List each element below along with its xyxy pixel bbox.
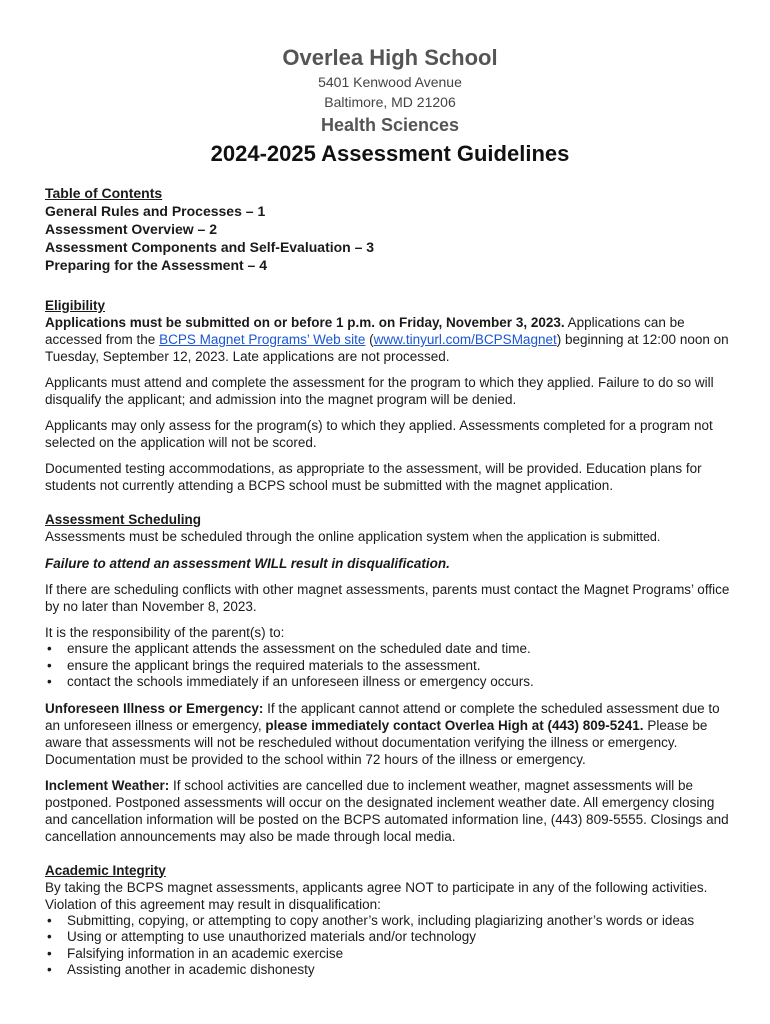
- scheduling-paragraph-1: [45, 528, 735, 546]
- integrity-paragraph: By taking the BCPS magnet assessments, applicants agree NOT to participate in any of the following activities. Violation of this agreement may result in disqualification:: [45, 879, 708, 912]
- eligibility-heading: Eligibility: [45, 298, 106, 313]
- emergency-label: Unforeseen Illness or Emergency:: [45, 700, 264, 716]
- paragraph-text: ) beginning at 12:00 noon on Tuesday, September 12, 2023. Late applications are not processed.: [45, 332, 729, 364]
- tinyurl-link[interactable]: www.tinyurl.com/BCPSMagnet: [373, 332, 557, 347]
- eligibility-paragraph-3: Applicants may only assess for the program(s) to which they applied. Assessments completed for a program not selected on the application will not be scored.: [45, 418, 713, 450]
- paragraph-text: Please be aware that assessments will not be rescheduled without documentation verifying the illness or emergency. Documentation must be provided to the school within 72 hours of the illness or emergency.: [45, 717, 708, 767]
- list-item: • contact the schools immediately if an unforeseen illness or emergency occurs.: [45, 674, 735, 691]
- toc-heading: Table of Contents: [45, 185, 163, 201]
- list-item: • Submitting, copying, or attempting to copy another’s work, including plagiarizing another’s words or ideas: [45, 913, 735, 930]
- school-name: Overlea High School: [282, 45, 498, 70]
- department-name: Health Sciences: [320, 115, 460, 135]
- address-line-2: Baltimore, MD 21206: [324, 94, 456, 110]
- list-item: • Using or attempting to use unauthorized materials and/or technology: [45, 929, 735, 946]
- list-item: • Assisting another in academic dishonesty: [45, 962, 735, 979]
- toc-item: Preparing for the Assessment – 4: [45, 257, 268, 273]
- document-page: [45, 44, 735, 979]
- toc-item: General Rules and Processes – 1: [45, 203, 266, 219]
- paragraph-text: (: [365, 332, 374, 347]
- paragraph-text: If school activities are cancelled due to inclement weather, magnet assessments will be postponed. Postponed assessments will occur on the designated inclement weather date. All emergency closing and cancellation information will be posted on the BCPS automated information line, (443) 809-5555. Closings and cancellation announcements may also be made through local media.: [45, 777, 729, 844]
- emergency-paragraph: [45, 700, 735, 768]
- paragraph-text: Applications can be accessed from the: [45, 315, 685, 347]
- eligibility-paragraph-1: [45, 314, 735, 365]
- toc-item: Assessment Components and Self-Evaluation – 3: [45, 239, 375, 255]
- paragraph-text: Assessments must be scheduled through the online application system: [45, 529, 473, 544]
- weather-label: Inclement Weather:: [45, 777, 170, 793]
- scheduling-heading: Assessment Scheduling: [45, 512, 202, 527]
- list-item: • ensure the applicant attends the assessment on the scheduled date and time.: [45, 641, 735, 658]
- integrity-section: [45, 862, 735, 979]
- contact-phone-text: please immediately contact Overlea High at (443) 809-5241.: [265, 717, 644, 733]
- list-item: • ensure the applicant brings the required materials to the assessment.: [45, 658, 735, 675]
- address-line-1: 5401 Kenwood Avenue: [318, 74, 462, 90]
- eligibility-paragraph-2: Applicants must attend and complete the assessment for the program to which they applied. Failure to do so will disqualify the applicant; and admission into the magnet program will be denied.: [45, 375, 714, 407]
- toc-item: Assessment Overview – 2: [45, 221, 217, 237]
- disqualification-warning: Failure to attend an assessment WILL result in disqualification.: [45, 556, 450, 571]
- scheduling-paragraph-2: If there are scheduling conflicts with other magnet assessments, parents must contact the Magnet Programs’ office by no later than November 8, 2023.: [45, 582, 730, 614]
- eligibility-paragraph-4: Documented testing accommodations, as appropriate to the assessment, will be provided. Education plans for students not currently attending a BCPS school must be submitted with the magnet application.: [45, 461, 702, 493]
- integrity-heading: Academic Integrity: [45, 862, 166, 878]
- paragraph-text: when the application is submitted.: [472, 530, 661, 544]
- magnet-programs-link[interactable]: BCPS Magnet Programs’ Web site: [159, 332, 366, 347]
- list-item: • Falsifying information in an academic exercise: [45, 946, 735, 963]
- prohibited-activities-list: [45, 913, 735, 979]
- letterhead: [45, 44, 735, 168]
- paragraph-text: If the applicant cannot attend or complete the scheduled assessment due to an unforeseen illness or emergency,: [45, 700, 720, 733]
- table-of-contents: [45, 184, 735, 274]
- parent-responsibilities-list: [45, 641, 735, 691]
- eligibility-section: [45, 297, 735, 494]
- scheduling-section: [45, 511, 735, 845]
- weather-paragraph: [45, 777, 735, 845]
- document-title: 2024-2025 Assessment Guidelines: [210, 141, 570, 166]
- deadline-text: Applications must be submitted on or before 1 p.m. on Friday, November 3, 2023.: [45, 315, 565, 330]
- scheduling-paragraph-3: It is the responsibility of the parent(s) to:: [45, 625, 285, 640]
